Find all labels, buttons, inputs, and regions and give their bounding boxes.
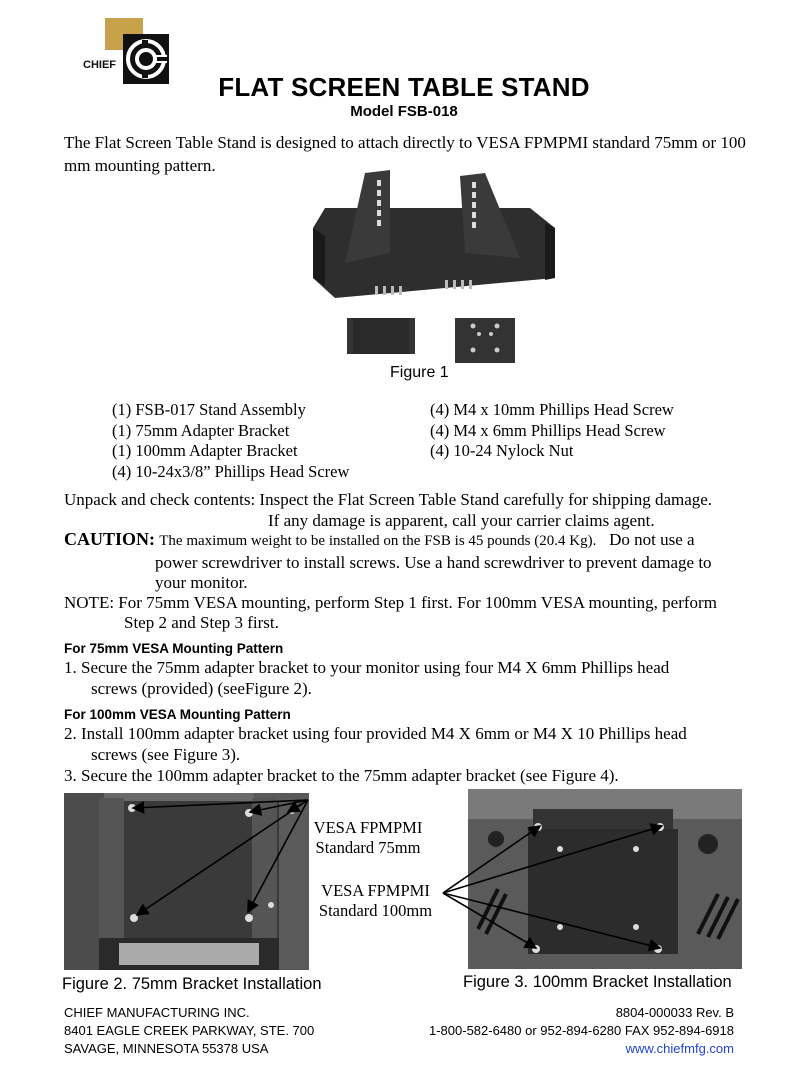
section-100mm-heading: For 100mm VESA Mounting Pattern [64,707,291,722]
step-1-line-2: screws (provided) (seeFigure 2). [91,679,312,698]
caution-line-1b: Do not use a [609,530,695,549]
figure-2-caption: Figure 2. 75mm Bracket Installation [62,975,322,993]
intro-paragraph: The Flat Screen Table Stand is designed to attach directly to VESA FPMPMI standard 75mm or 100 mm mounting pattern. [64,133,746,175]
figure-3-100mm-bracket-photo [468,789,742,969]
parts-list-right [430,400,674,462]
caution-block [64,529,754,552]
caution-line-3: your monitor. [155,573,248,592]
vesa-100-line-2: Standard 100mm [318,901,433,920]
figure-1-caption: Figure 1 [390,364,449,381]
website-link[interactable]: www.chiefmfg.com [625,1041,734,1056]
list-item: (4) M4 x 10mm Phillips Head Screw [430,400,674,419]
model-number: Model FSB-018 [350,103,458,120]
vesa-75-line-1: VESA FPMPMI [313,818,423,837]
figure-3-caption: Figure 3. 100mm Bracket Installation [463,973,732,991]
note-line-1: NOTE: For 75mm VESA mounting, perform Step 1 first. For 100mm VESA mounting, perform [64,593,717,612]
parts-list-left [112,400,349,482]
step-1-line-1: 1. Secure the 75mm adapter bracket to your monitor using four M4 X 6mm Phillips head [64,658,670,677]
unpack-instruction-line-1: Unpack and check contents: Inspect the Flat Screen Table Stand carefully for shipping damage. [64,490,713,509]
list-item: (1) 75mm Adapter Bracket [112,420,290,440]
logo-text: CHIEF [83,59,116,71]
vesa-75mm-label [308,818,428,858]
step-2-line-2: screws (see Figure 3). [91,745,241,764]
list-item: (1) 100mm Adapter Bracket [112,441,298,460]
city-state: SAVAGE, MINNESOTA 55378 USA [64,1041,269,1056]
list-item: (4) 10-24 Nylock Nut [430,441,574,460]
street-address: 8401 EAGLE CREEK PARKWAY, STE. 700 [64,1023,315,1038]
list-item: (1) FSB-017 Stand Assembly [112,400,306,419]
footer-contact [429,1004,734,1058]
vesa-75-line-2: Standard 75mm [315,838,421,857]
vesa-100mm-label [308,881,443,921]
company-name: CHIEF MANUFACTURING INC. [64,1005,250,1020]
note-line-2: Step 2 and Step 3 first. [124,613,279,632]
document-number: 8804-000033 Rev. B [615,1005,734,1020]
list-item: (4) M4 x 6mm Phillips Head Screw [430,420,666,440]
phone-fax: 1-800-582-6480 or 952-894-6280 FAX 952-894-6918 [428,1023,734,1038]
caution-line-1: The maximum weight to be installed on the FSB is 45 pounds (20.4 Kg). [159,533,597,549]
caution-line-2: power screwdriver to install screws. Use a hand screwdriver to prevent damage to [155,553,712,572]
list-item: (4) 10-24x3/8” Phillips Head Screw [112,461,350,481]
vesa-100-line-1: VESA FPMPMI [321,881,430,900]
section-75mm-heading: For 75mm VESA Mounting Pattern [64,641,284,656]
unpack-instruction-line-2: If any damage is apparent, call your carrier claims agent. [268,511,655,530]
step-2-line-1: 2. Install 100mm adapter bracket using four provided M4 X 6mm or M4 X 10 Phillips head [64,724,687,743]
page-title: FLAT SCREEN TABLE STAND [218,72,590,102]
caution-label: CAUTION: [64,529,156,549]
figure-1-stand-photo [305,168,560,363]
figure-2-75mm-bracket-photo [64,793,309,970]
step-3: 3. Secure the 100mm adapter bracket to the 75mm adapter bracket (see Figure 4). [64,766,619,785]
footer-address [64,1004,314,1058]
